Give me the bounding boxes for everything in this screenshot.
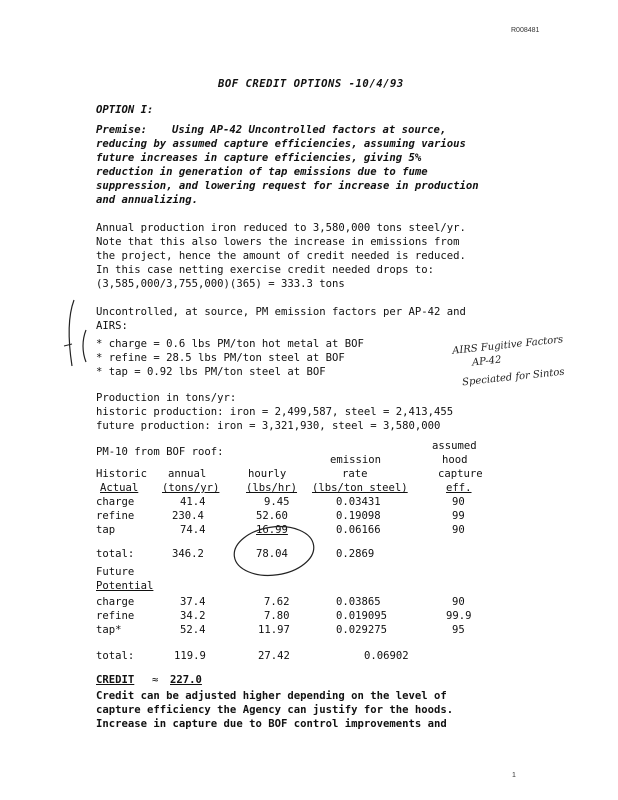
emission-factor-intro: Uncontrolled, at source, PM emission factors per AP-42 and xyxy=(96,306,466,318)
column-header: (lbs/hr) xyxy=(246,482,298,494)
cell-capture: 90 xyxy=(452,524,465,536)
production-line: future production: iron = 3,321,930, steel = 3,580,000 xyxy=(96,420,441,432)
premise-label: Premise: xyxy=(96,124,148,136)
cell-annual: 230.4 xyxy=(172,510,204,522)
premise-line: reduction in generation of tap emissions due to fume xyxy=(96,166,428,178)
column-header: hourly xyxy=(248,468,287,480)
premise-line: reducing by assumed capture efficiencies, assuming various xyxy=(96,138,466,150)
closing-line: Increase in capture due to BOF control improvements and xyxy=(96,718,447,730)
cell-emission-rate: 0.19098 xyxy=(336,510,381,522)
option-label: OPTION I: xyxy=(96,104,154,116)
cell-annual: 37.4 xyxy=(180,596,206,608)
handwritten-note-line: Speciated for Sintos xyxy=(461,366,566,389)
document-reference-number: R008481 xyxy=(511,27,540,34)
column-header: (tons/yr) xyxy=(162,482,220,494)
column-header: capture xyxy=(438,468,483,480)
production-heading: Production in tons/yr: xyxy=(96,392,237,404)
cell-annual: 74.4 xyxy=(180,524,206,536)
premise-line: and annualizing. xyxy=(96,194,199,206)
cell-emission-rate: 0.2869 xyxy=(336,548,375,560)
production-note-line: (3,585,000/3,755,000)(365) = 333.3 tons xyxy=(96,278,345,290)
approx-symbol: ≈ xyxy=(152,674,159,686)
cell-annual: 52.4 xyxy=(180,624,206,636)
handdrawn-circle-mark xyxy=(228,518,320,580)
column-header: hood xyxy=(442,454,468,466)
cell-capture: 99 xyxy=(452,510,465,522)
cell-capture: 95 xyxy=(452,624,465,636)
page-number: 1 xyxy=(512,772,516,779)
column-header: (lbs/ton steel) xyxy=(312,482,408,494)
cell-emission-rate: 0.06902 xyxy=(364,650,409,662)
production-line: historic production: iron = 2,499,587, steel = 2,413,455 xyxy=(96,406,454,418)
cell-capture: 90 xyxy=(452,496,465,508)
table-caption: PM-10 from BOF roof: xyxy=(96,446,224,458)
cell-emission-rate: 0.03865 xyxy=(336,596,381,608)
emission-factor-item: * refine = 28.5 lbs PM/ton steel at BOF xyxy=(96,352,345,364)
closing-line: Credit can be adjusted higher depending on the level of xyxy=(96,690,447,702)
cell-hourly: 27.42 xyxy=(258,650,290,662)
cell-emission-rate: 0.019095 xyxy=(336,610,388,622)
emission-factor-item: * charge = 0.6 lbs PM/ton hot metal at BOF xyxy=(96,338,364,350)
production-note-line: In this case netting exercise credit needed drops to: xyxy=(96,264,435,276)
cell-hourly: 16.99 xyxy=(256,524,288,536)
premise-line: Using AP-42 Uncontrolled factors at source, xyxy=(172,124,447,136)
cell-annual: 119.9 xyxy=(174,650,206,662)
row-label: total: xyxy=(96,548,135,560)
section-label: Future xyxy=(96,566,135,578)
cell-annual: 346.2 xyxy=(172,548,204,560)
cell-hourly: 7.62 xyxy=(264,596,290,608)
emission-factor-intro: AIRS: xyxy=(96,320,128,332)
cell-annual: 34.2 xyxy=(180,610,206,622)
column-header: assumed xyxy=(432,440,477,452)
column-header: Actual xyxy=(100,482,139,494)
cell-emission-rate: 0.029275 xyxy=(336,624,388,636)
cell-hourly: 78.04 xyxy=(256,548,288,560)
cell-hourly: 7.80 xyxy=(264,610,290,622)
cell-hourly: 11.97 xyxy=(258,624,290,636)
handwritten-note-line: AIRS Fugitive Factors xyxy=(451,334,564,357)
row-label: charge xyxy=(96,496,135,508)
production-note-line: the project, hence the amount of credit needed is reduced. xyxy=(96,250,466,262)
row-label: total: xyxy=(96,650,135,662)
production-note-line: Annual production iron reduced to 3,580,000 tons steel/yr. xyxy=(96,222,466,234)
column-header: emission xyxy=(330,454,382,466)
row-label: tap xyxy=(96,524,116,536)
column-header: annual xyxy=(168,468,207,480)
section-label: Potential xyxy=(96,580,154,592)
column-header: rate xyxy=(342,468,368,480)
margin-bracket-mark xyxy=(60,296,100,376)
row-label: refine xyxy=(96,510,135,522)
closing-line: capture efficiency the Agency can justify for the hoods. xyxy=(96,704,454,716)
production-note-line: Note that this also lowers the increase in emissions from xyxy=(96,236,460,248)
premise-line: suppression, and lowering request for increase in production xyxy=(96,180,479,192)
cell-annual: 41.4 xyxy=(180,496,206,508)
cell-hourly: 9.45 xyxy=(264,496,290,508)
column-header: eff. xyxy=(446,482,472,494)
column-header: Historic xyxy=(96,468,148,480)
cell-capture: 99.9 xyxy=(446,610,472,622)
row-label: charge xyxy=(96,596,135,608)
credit-value: 227.0 xyxy=(170,674,202,686)
premise-line: future increases in capture efficiencies, giving 5% xyxy=(96,152,422,164)
document-title: BOF CREDIT OPTIONS -10/4/93 xyxy=(218,78,404,90)
row-label: refine xyxy=(96,610,135,622)
cell-emission-rate: 0.06166 xyxy=(336,524,381,536)
cell-hourly: 52.60 xyxy=(256,510,288,522)
emission-factor-item: * tap = 0.92 lbs PM/ton steel at BOF xyxy=(96,366,326,378)
credit-label: CREDIT xyxy=(96,674,135,686)
handwritten-note-line: AP-42 xyxy=(471,354,503,369)
row-label: tap* xyxy=(96,624,122,636)
cell-emission-rate: 0.03431 xyxy=(336,496,381,508)
cell-capture: 90 xyxy=(452,596,465,608)
